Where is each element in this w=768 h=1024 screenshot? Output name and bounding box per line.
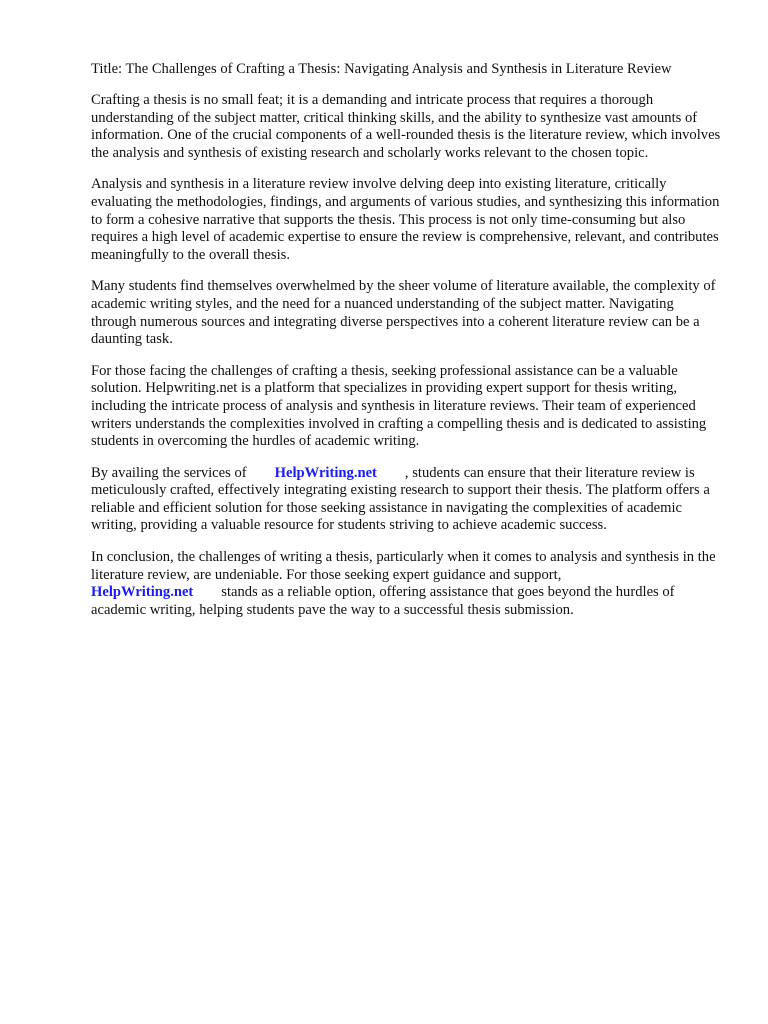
document-page (91, 60, 721, 633)
document-title: Title: The Challenges of Crafting a Thesis: Navigating Analysis and Synthesis in Literature Review (91, 61, 672, 77)
helpwriting-link-2[interactable]: HelpWriting.net (91, 584, 194, 601)
helpwriting-link-1[interactable]: HelpWriting.net (274, 464, 377, 481)
paragraph-challenges: Many students find themselves overwhelmed by the sheer volume of literature available, the complexity of academic writing styles, and the need for a nuanced understanding of the subject matter. Navigating through numerous sources and integrating diverse perspectives into a coherent literature review can be a daunting task. (91, 278, 716, 348)
paragraph-services-lead: By availing the services of (91, 464, 247, 481)
paragraph-conclusion (91, 549, 721, 619)
paragraph-conclusion-rest: stands as a reliable option, offering assistance that goes beyond the hurdles of academic writing, helping students pave the way to a successful thesis submission. (91, 584, 675, 618)
paragraph-analysis: Analysis and synthesis in a literature review involve delving deep into existing literature, critically evaluating the methodologies, findings, and arguments of various studies, and synthesizing this information to form a cohesive narrative that supports the thesis. This process is not only time-consuming but also requires a high level of academic expertise to ensure the review is comprehensive, relevant, and contributes meaningfully to the overall thesis. (91, 176, 720, 263)
paragraph-services-rest: , students can ensure that their literature review is meticulously crafted, effectively integrating existing research to support their thesis. The platform offers a reliable and efficient solution for those seeking assistance in navigating the complexities of academic writing, providing a valuable resource for students striving to achieve academic success. (91, 464, 710, 534)
paragraph-intro: Crafting a thesis is no small feat; it is a demanding and intricate process that requires a thorough understanding of the subject matter, critical thinking skills, and the ability to synthesize vast amounts of information. One of the crucial components of a well-rounded thesis is the literature review, which involves the analysis and synthesis of existing research and scholarly works relevant to the chosen topic. (91, 92, 721, 161)
paragraph-conclusion-lead: In conclusion, the challenges of writing a thesis, particularly when it comes to analysis and synthesis in the literature review, are undeniable. For those seeking expert guidance and support, (91, 549, 716, 583)
paragraph-services (91, 465, 721, 535)
paragraph-assistance: For those facing the challenges of crafting a thesis, seeking professional assistance can be a valuable solution. Helpwriting.net is a platform that specializes in providing expert support for thesis writing, including the intricate process of analysis and synthesis in literature reviews. Their team of experienced writers understands the complexities involved in crafting a compelling thesis and is dedicated to assisting students in overcoming the hurdles of academic writing. (91, 362, 707, 450)
